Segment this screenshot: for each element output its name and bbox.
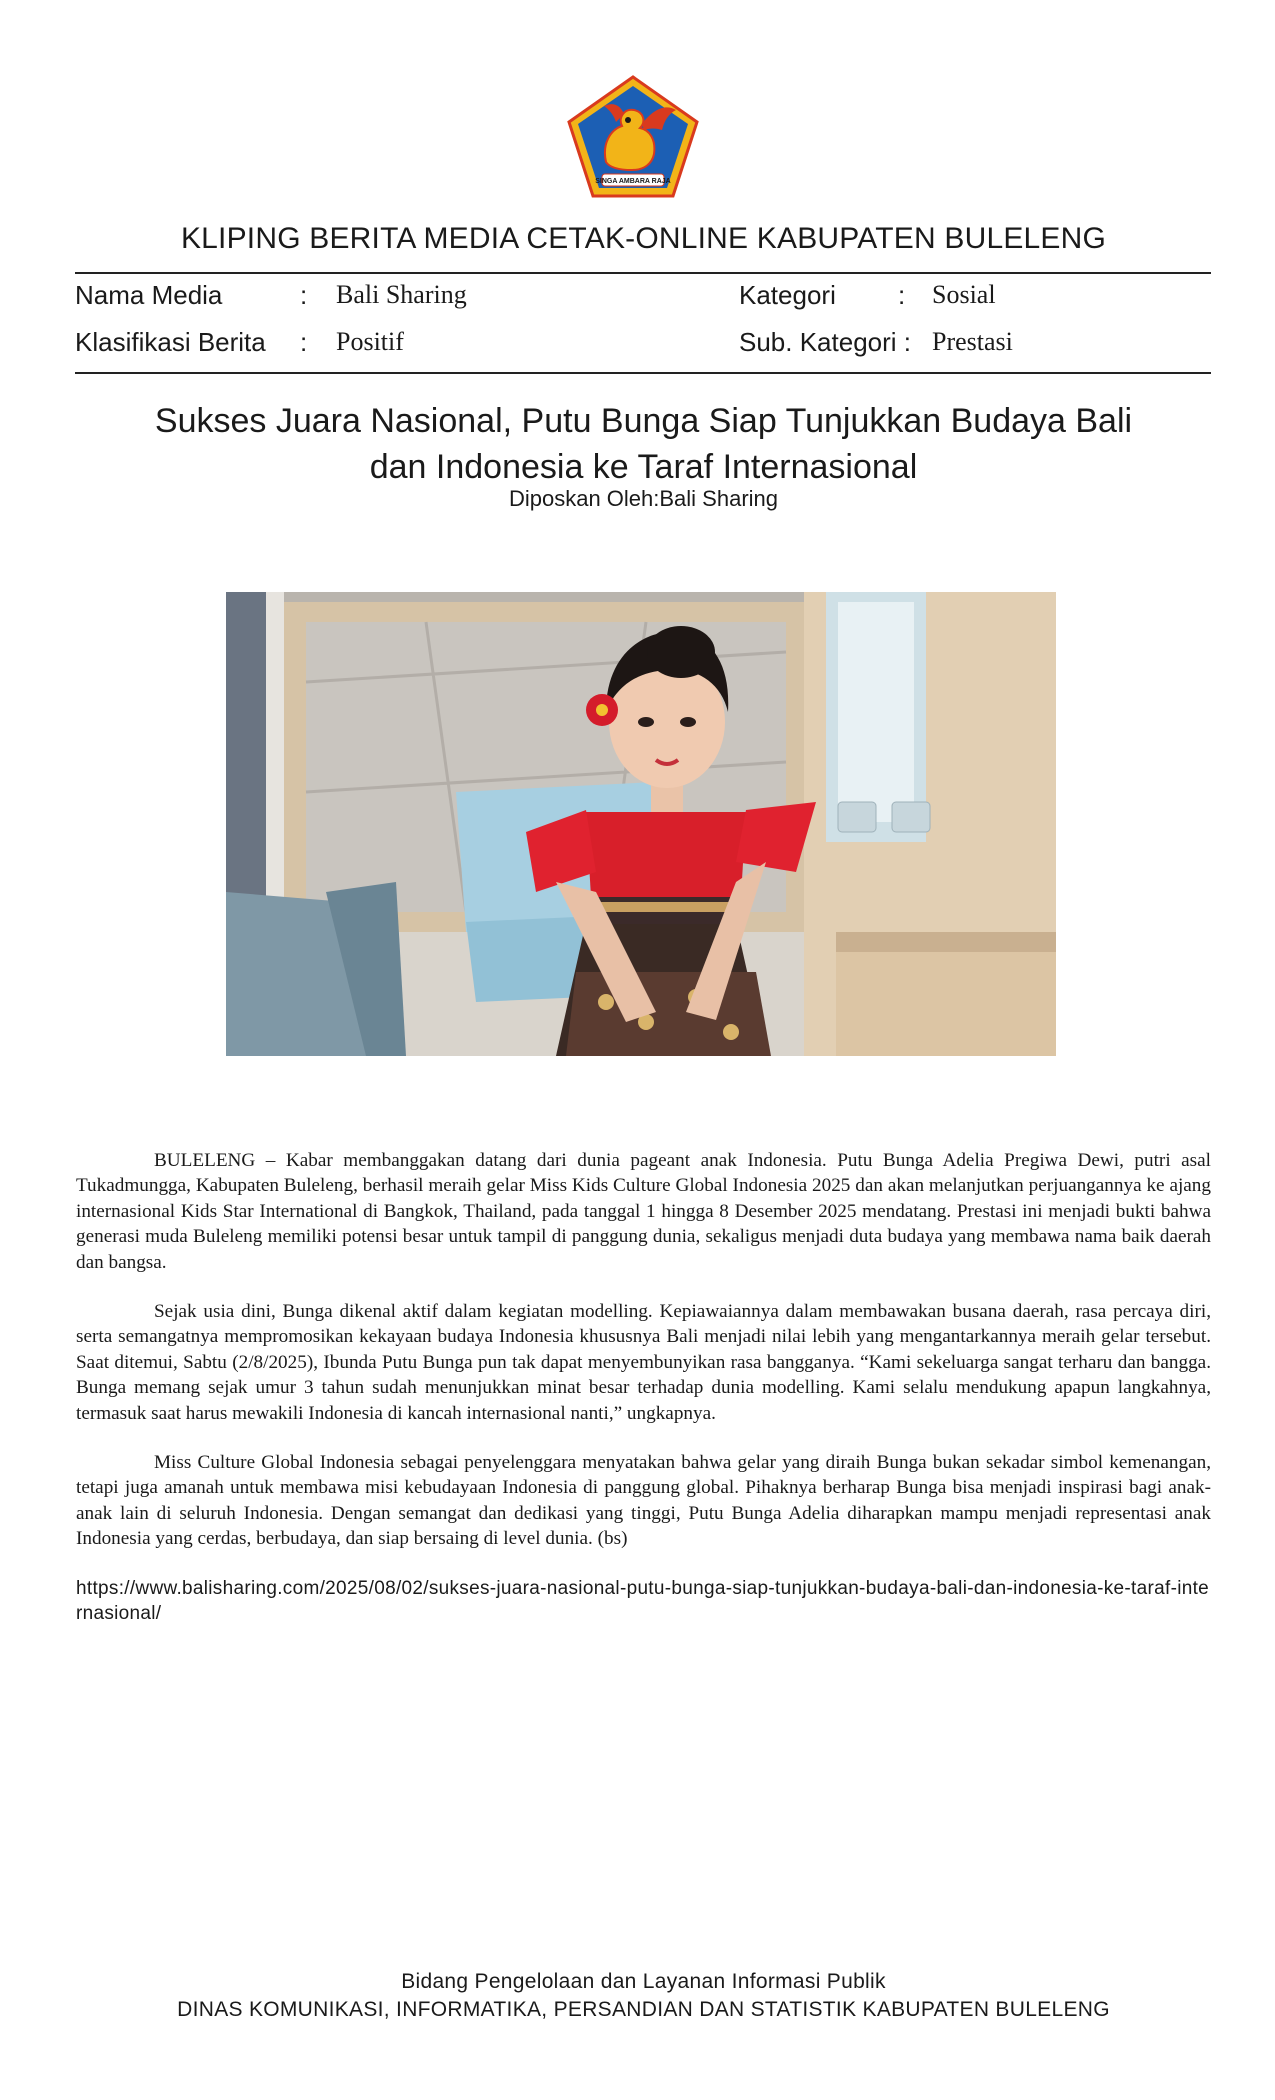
- footer-office: DINAS KOMUNIKASI, INFORMATIKA, PERSANDIAN DAN STATISTIK KABUPATEN BULELENG: [177, 1998, 1110, 2021]
- subcategory-value: Prestasi: [932, 327, 1013, 356]
- meta-divider: [75, 372, 1211, 374]
- classification-value: Positif: [336, 327, 404, 356]
- article-byline: Diposkan Oleh:Bali Sharing: [508, 486, 779, 511]
- header-divider: [75, 272, 1211, 274]
- classification-colon: :: [300, 327, 308, 357]
- media-label: Nama Media: [75, 280, 223, 310]
- article-title-line-2: dan Indonesia ke Taraf Internasional: [369, 448, 918, 486]
- buleleng-emblem-logo: [566, 74, 700, 200]
- category-value: Sosial: [932, 280, 996, 309]
- article-title-line-1: Sukses Juara Nasional, Putu Bunga Siap Tunjukkan Budaya Bali: [154, 402, 1133, 440]
- media-colon: :: [300, 280, 308, 310]
- article-paragraph-3: Miss Culture Global Indonesia sebagai penyelenggara menyatakan bahwa gelar yang diraih Bunga bukan sekadar simbol kemenangan, tetapi juga amanah untuk membawa misi kebudayaan Indonesia di panggung global. Pihaknya berharap Bunga bisa menjadi inspirasi bagi anak-anak lain di seluruh Indonesia. Dengan semangat dan dedikasi yang tinggi, Putu Bunga Adelia diharapkan mampu menjadi representasi anak Indonesia yang cerdas, berbudaya, dan siap bersaing di level dunia. (bs): [76, 1452, 1211, 1550]
- article-title: [76, 398, 1211, 490]
- article-paragraph-1: BULELENG – Kabar membanggakan datang dari dunia pageant anak Indonesia. Putu Bunga Adelia Pregiwa Dewi, putri asal Tukadmungga, Kabupaten Buleleng, berhasil meraih gelar Miss Kids Culture Global Indonesia 2025 dan akan melanjutkan perjuangannya ke ajang internasional Kids Star International di Bangkok, Thailand, pada tanggal 1 hingga 8 Desember 2025 mendatang. Prestasi ini menjadi bukti bahwa generasi muda Buleleng memiliki potensi besar untuk tampil di panggung dunia, sekaligus menjadi duta budaya yang membawa nama baik daerah dan bangsa.: [76, 1150, 1211, 1273]
- article-photo: [226, 592, 1056, 1056]
- source-url-link[interactable]: https://www.balisharing.com/2025/08/02/sukses-juara-nasional-putu-bunga-siap-tunjukkan-budaya-bali-dan-indonesia-ke-taraf-internasional/: [76, 1578, 1210, 1624]
- girl-in-balinese-dress-photo: [226, 592, 1056, 1056]
- category-colon: :: [898, 280, 906, 310]
- classification-label: Klasifikasi Berita: [75, 327, 266, 357]
- article-paragraph-2: Sejak usia dini, Bunga dikenal aktif dalam kegiatan modelling. Kepiawaiannya dalam membawakan busana daerah, rasa percaya diri, serta semangatnya mempromosikan kekayaan budaya Indonesia khususnya Bali menjadi nilai lebih yang mengantarkannya meraih gelar tersebut. Saat ditemui, Sabtu (2/8/2025), Ibunda Putu Bunga pun tak dapat menyembunyikan rasa bangganya. “Kami sekeluarga sangat terharu dan bangga. Bunga memang sejak umur 3 tahun sudah menunjukkan minat besar terhadap dunia modelling. Kami selalu mendukung apapun langkahnya, termasuk saat harus mewakili Indonesia di kancah internasional nanti,” ungkapnya.: [76, 1301, 1211, 1424]
- subcategory-label: Sub. Kategori :: [739, 327, 911, 357]
- category-label: Kategori: [739, 280, 836, 310]
- emblem-icon: [566, 74, 700, 200]
- emblem-motto: SINGA AMBARA RAJA: [595, 178, 671, 185]
- footer-unit: Bidang Pengelolaan dan Layanan Informasi Publik: [401, 1970, 886, 1993]
- document-heading: KLIPING BERITA MEDIA CETAK-ONLINE KABUPATEN BULELENG: [180, 222, 1107, 255]
- article-body: [76, 1148, 1211, 1576]
- media-value: Bali Sharing: [336, 280, 467, 309]
